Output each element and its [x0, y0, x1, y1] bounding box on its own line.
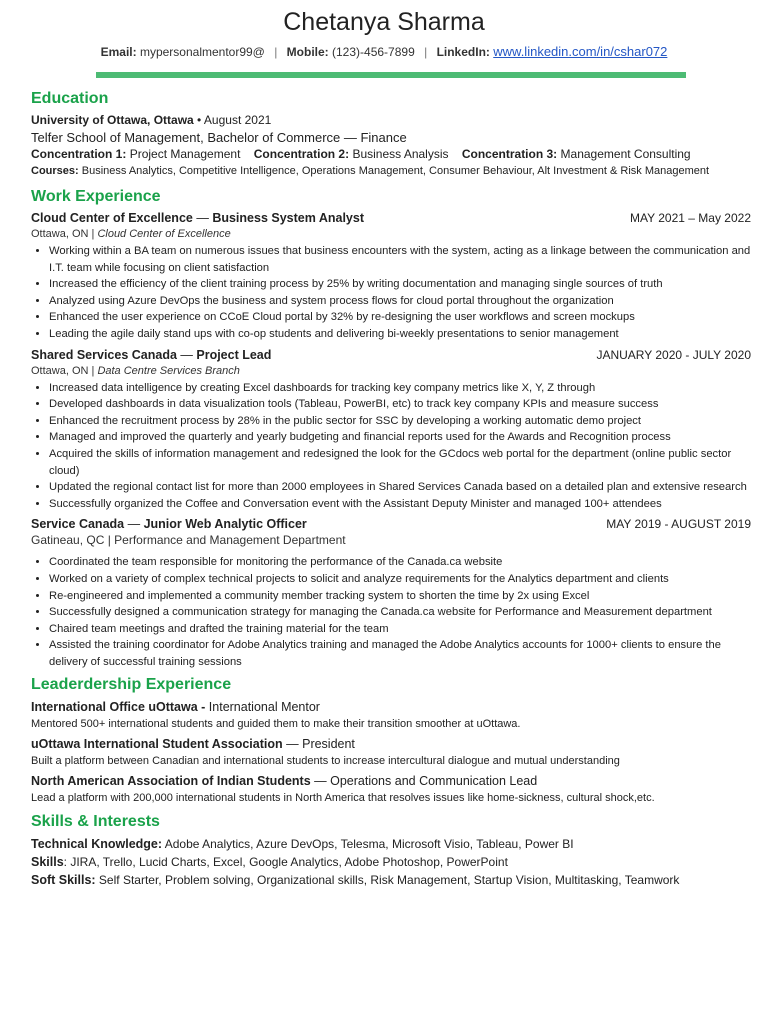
job-header [31, 210, 751, 227]
education-school-line [31, 112, 751, 129]
email-value: mypersonalmentor99@ [139, 45, 265, 59]
resume-content [31, 86, 751, 889]
job-date: MAY 2019 - AUGUST 2019 [606, 517, 751, 532]
leadership-role: — President [282, 737, 355, 752]
mobile-label: Mobile: [286, 45, 329, 59]
list-item: • Managed and improved the quarterly and yearly budgeting and financial reports used for the Awards and Recognition process [49, 429, 751, 446]
separator: | [424, 45, 428, 59]
list-item: • Updated the regional contact list for more than 2000 employees in Shared Services Canada based on a detailed plan and extensive research [49, 479, 751, 496]
list-item: • Developed dashboards in data visualization tools (Tableau, PowerBI, etc) to track key company KPIs and measure success [49, 396, 751, 413]
linkedin-link[interactable]: www.linkedin.com/in/cshar072 [493, 44, 668, 59]
job-org: Cloud Center of Excellence [31, 211, 193, 225]
skills-row [31, 853, 751, 871]
email-label: Email: [100, 45, 137, 59]
bullet-separator: • [193, 113, 204, 127]
skills-heading: Skills & Interests [31, 813, 160, 831]
skills-label: Skills [31, 855, 64, 870]
graduation-date: August 2021 [203, 113, 272, 127]
list-item: • Assisted the training coordinator for Adobe Analytics training and managed the Adobe Analytics accounts for 1000+ clients to ensure the delivery of successful training sessions [49, 637, 751, 670]
list-item: • Chaired team meetings and drafted the training material for the team [49, 621, 751, 638]
concentration-value: Business Analysis [352, 147, 449, 161]
degree: Telfer School of Management, Bachelor of Commerce — Finance [31, 130, 407, 145]
skills-label: Technical Knowledge: [31, 837, 163, 852]
job-date: JANUARY 2020 - JULY 2020 [596, 347, 751, 362]
skills-value: Adobe Analytics, Azure DevOps, Telesma, Microsoft Visio, Tableau, Power BI [162, 837, 574, 852]
leadership-item-title [31, 698, 751, 716]
work-heading: Work Experience [31, 188, 161, 205]
job-bullets [31, 554, 751, 670]
job-title: Junior Web Analytic Officer [143, 517, 307, 532]
list-item: • Acquired the skills of information management and redesigned the look for the GCdocs web portal for the department (online public sector cloud) [49, 446, 751, 479]
skills-row [31, 871, 751, 889]
list-item: • Increased data intelligence by creating Excel dashboards for tracking key company metrics like X, Y, Z through [49, 380, 751, 397]
leadership-org: International Office uOttawa - [31, 700, 209, 715]
job-unit: Data Centre Services Branch [97, 364, 240, 377]
separator: | [274, 45, 278, 59]
school-name: University of Ottawa, Ottawa [31, 113, 194, 127]
skills-row [31, 835, 751, 853]
list-item: • Coordinated the team responsible for monitoring the performance of the Canada.ca website [49, 554, 751, 571]
linkedin-label: LinkedIn: [436, 45, 490, 59]
job-unit: Cloud Center of Excellence [97, 228, 231, 240]
list-item: • Working within a BA team on numerous issues that business encounters with the system, acting as a linkage between the communication and I.T. team while focusing on client satisfaction [49, 243, 751, 276]
concentration-label: Concentration 2: [253, 147, 350, 161]
contact-line [0, 44, 768, 59]
concentration-value: Management Consulting [560, 147, 691, 161]
list-item: • Enhanced the user experience on CCoE Cloud portal by 32% by re-designing the user workflows and screen mockups [49, 309, 751, 326]
list-item: • Re-engineered and implemented a community member tracking system to shorten the time by 2x using Excel [49, 588, 751, 605]
candidate-name: Chetanya Sharma [283, 8, 485, 36]
job-location [31, 364, 751, 379]
leadership-desc: Mentored 500+ international students and guided them to make their transition smoother at uOttawa. [31, 718, 521, 731]
job-bullets [31, 380, 751, 513]
leadership-role: — Operations and Communication Lead [310, 774, 538, 789]
mobile-value: (123)-456-7899 [332, 45, 415, 59]
list-item: • Successfully organized the Coffee and Conversation event with the Assistant Deputy Minister and managed 100+ attendees [49, 496, 751, 513]
leadership-desc: Built a platform between Canadian and international students to increase intercultural dialogue and mutual understanding [31, 755, 620, 768]
job-org: Shared Services Canada [31, 347, 177, 362]
education-heading: Education [31, 90, 109, 107]
job-org: Service Canada [31, 517, 125, 532]
leadership-item-title [31, 735, 751, 753]
list-item: • Analyzed using Azure DevOps the business and system process flows for cloud portal throughout the organization [49, 293, 751, 310]
leadership-desc: Lead a platform with 200,000 international students in North America that resolves issues like home-sickness, cultural shock,etc. [31, 792, 655, 805]
job-dash: — [124, 517, 144, 532]
job-location: Gatineau, QC | Performance and Management Department [31, 533, 346, 548]
job-dash: — [192, 211, 213, 225]
list-item: • Leading the agile daily stand ups with co-op students and delivering bi-weekly presentations to senior management [49, 326, 751, 343]
job-title: Business System Analyst [212, 211, 364, 225]
leadership-role: International Mentor [208, 700, 320, 715]
courses-label: Courses: [31, 165, 79, 177]
leadership-heading: Leaderdership Experience [31, 676, 232, 694]
courses-line [31, 163, 751, 180]
concentration-label: Concentration 1: [31, 147, 127, 161]
job-location-city: Ottawa, ON | [31, 228, 98, 240]
job-date: MAY 2021 – May 2022 [630, 211, 751, 225]
list-item: • Successfully designed a communication strategy for managing the Canada.ca website for Performance and Measurement department [49, 604, 751, 621]
job-title: Project Lead [196, 347, 272, 362]
list-item: • Worked on a variety of complex technical projects to solicit and analyze requirements for the Analytics department and clients [49, 571, 751, 588]
skills-value: Self Starter, Problem solving, Organizational skills, Risk Management, Startup Vision, Multitasking, Teamwork [95, 873, 680, 888]
job-bullets [31, 243, 751, 343]
leadership-org: uOttawa International Student Association [31, 737, 283, 752]
job-header [31, 516, 751, 533]
job-dash: — [176, 347, 197, 362]
skills-value: : JIRA, Trello, Lucid Charts, Excel, Google Analytics, Adobe Photoshop, PowerPoint [63, 855, 508, 870]
concentration-label: Concentration 3: [461, 147, 558, 161]
leadership-org: North American Association of Indian Students [31, 774, 311, 789]
job-location-city: Ottawa, ON | [31, 364, 98, 377]
leadership-item-title [31, 772, 751, 790]
header-divider [96, 72, 686, 78]
list-item: • Enhanced the recruitment process by 28% in the public sector for SSC by developing a working automatic demo project [49, 413, 751, 430]
list-item: • Increased the efficiency of the client training process by 25% by writing documentation and managing single sources of truth [49, 276, 751, 293]
concentration-value: Project Management [129, 147, 241, 161]
courses-value: Business Analytics, Competitive Intelligence, Operations Management, Consumer Behaviour, Alt Investment & Risk Management [81, 165, 710, 177]
concentrations-line [31, 146, 751, 163]
job-location [31, 227, 751, 242]
job-header [31, 347, 751, 364]
skills-label: Soft Skills: [31, 873, 96, 888]
